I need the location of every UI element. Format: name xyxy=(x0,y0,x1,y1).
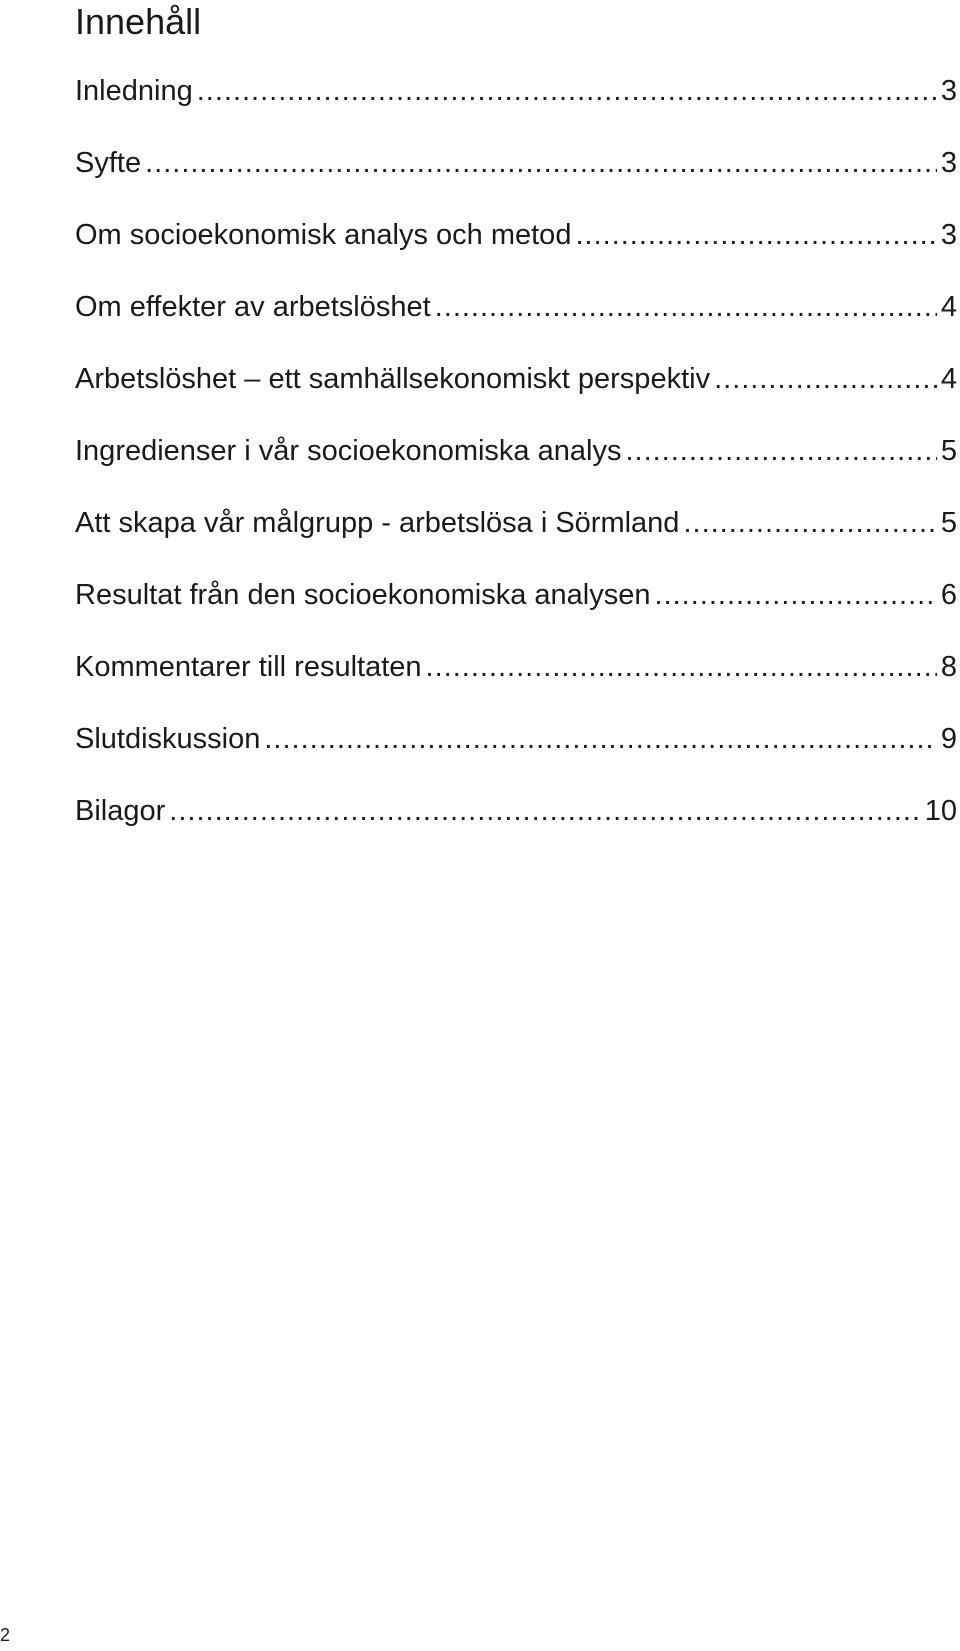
toc-entry-page-number: 4 xyxy=(940,291,957,323)
toc-entry-kommentarer[interactable] xyxy=(75,647,957,719)
toc-dot-leader xyxy=(264,719,936,759)
toc-entry-resultat[interactable] xyxy=(75,575,957,647)
toc-entry-page-number: 3 xyxy=(940,147,957,179)
toc-entry-page-number: 6 xyxy=(940,579,957,611)
toc-entry-page-number: 10 xyxy=(924,795,957,827)
toc-dot-leader xyxy=(625,431,936,471)
toc-dot-leader xyxy=(197,71,937,111)
toc-entry-title: Slutdiskussion xyxy=(75,723,261,755)
toc-dot-leader xyxy=(575,215,936,255)
toc-entry-page-number: 4 xyxy=(940,363,957,395)
toc-entry-page-number: 5 xyxy=(940,435,957,467)
toc-entry-page-number: 5 xyxy=(940,507,957,539)
toc-entry-page-number: 3 xyxy=(940,219,957,251)
toc-dot-leader xyxy=(655,575,937,615)
toc-entry-title: Ingredienser i vår socioekonomiska analys xyxy=(75,435,622,467)
toc-entry-title: Om socioekonomisk analys och metod xyxy=(75,219,572,251)
toc-entry-title: Om effekter av arbetslöshet xyxy=(75,291,431,323)
toc-entry-title: Inledning xyxy=(75,75,193,107)
toc-entry-syfte[interactable] xyxy=(75,143,957,215)
toc-entry-ingredienser[interactable] xyxy=(75,431,957,503)
toc-entry-om-effekter[interactable] xyxy=(75,287,957,359)
toc-entry-title: Syfte xyxy=(75,147,142,179)
footer-page-number: 2 xyxy=(0,1625,11,1645)
toc-entry-att-skapa-malgrupp[interactable] xyxy=(75,503,957,575)
toc-entry-page-number: 9 xyxy=(940,723,957,755)
toc-entry-title: Att skapa vår målgrupp - arbetslösa i Sörmland xyxy=(75,507,680,539)
toc-dot-leader xyxy=(714,359,937,399)
toc-dot-leader xyxy=(169,791,920,831)
toc-entry-om-socioekonomisk-analys[interactable] xyxy=(75,215,957,287)
page-title: Innehåll xyxy=(75,1,202,42)
toc-entry-slutdiskussion[interactable] xyxy=(75,719,957,791)
toc-dot-leader xyxy=(426,647,937,687)
toc-dot-leader xyxy=(683,503,936,543)
table-of-contents xyxy=(75,71,957,863)
toc-entry-title: Kommentarer till resultaten xyxy=(75,651,422,683)
toc-entry-title: Bilagor xyxy=(75,795,166,827)
toc-entry-page-number: 3 xyxy=(940,75,957,107)
toc-entry-page-number: 8 xyxy=(940,651,957,683)
toc-entry-title: Arbetslöshet – ett samhällsekonomiskt perspektiv xyxy=(75,363,711,395)
toc-dot-leader xyxy=(145,143,937,183)
toc-dot-leader xyxy=(435,287,937,327)
toc-entry-arbetsloshet[interactable] xyxy=(75,359,957,431)
toc-entry-title: Resultat från den socioekonomiska analysen xyxy=(75,579,651,611)
toc-entry-bilagor[interactable] xyxy=(75,791,957,863)
toc-entry-inledning[interactable] xyxy=(75,71,957,143)
